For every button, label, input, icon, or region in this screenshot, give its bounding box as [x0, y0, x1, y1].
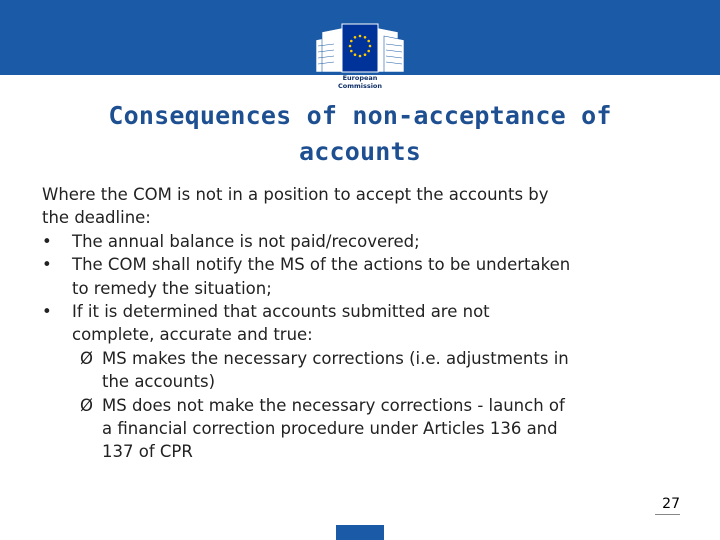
- bullet-marker: •: [42, 302, 52, 322]
- bullet-text: If it is determined that accounts submitted are not: [72, 302, 490, 322]
- arrow-marker: Ø: [80, 395, 93, 415]
- bullet-marker: •: [42, 255, 52, 275]
- bullet-text: The annual balance is not paid/recovered;: [72, 231, 420, 251]
- european-commission-logo: [308, 14, 412, 100]
- slide-body: [42, 183, 692, 464]
- bullet-text: complete, accurate and true:: [72, 325, 313, 345]
- slide-title-line2: accounts: [298, 137, 421, 166]
- arrow-marker: Ø: [80, 348, 93, 368]
- logo-text: [308, 74, 412, 90]
- sub-bullet-text: the accounts): [102, 372, 216, 392]
- sub-bullet-text: a financial correction procedure under Articles 136 and: [102, 419, 558, 439]
- commission-building-icon: [308, 14, 412, 74]
- bullet-item: [42, 230, 692, 253]
- bullet-item: [42, 300, 692, 347]
- bottom-flag-bar: [336, 525, 384, 540]
- bullet-text: The COM shall notify the MS of the actions to be undertaken: [72, 255, 571, 275]
- page-number: 27: [662, 496, 680, 512]
- sub-bullet-text: MS makes the necessary corrections (i.e. adjustments in: [102, 348, 569, 368]
- sub-bullet-item: [42, 347, 692, 394]
- intro-line: the deadline:: [42, 208, 151, 228]
- bullet-item: [42, 253, 692, 300]
- page-number-underline: [655, 514, 680, 515]
- bullet-marker: •: [42, 231, 52, 251]
- slide-title: [20, 98, 700, 170]
- slide-title-line1: Consequences of non-acceptance of: [108, 101, 612, 130]
- logo-text-line1: European: [342, 74, 378, 82]
- sub-bullet-text: MS does not make the necessary corrections - launch of: [102, 395, 565, 415]
- sub-bullet-item: [42, 394, 692, 464]
- sub-bullet-text: 137 of CPR: [102, 442, 193, 462]
- bullet-text: to remedy the situation;: [72, 278, 272, 298]
- intro-paragraph: [42, 183, 692, 230]
- logo-text-line2: Commission: [337, 82, 383, 90]
- intro-line: Where the COM is not in a position to accept the accounts by: [42, 185, 549, 204]
